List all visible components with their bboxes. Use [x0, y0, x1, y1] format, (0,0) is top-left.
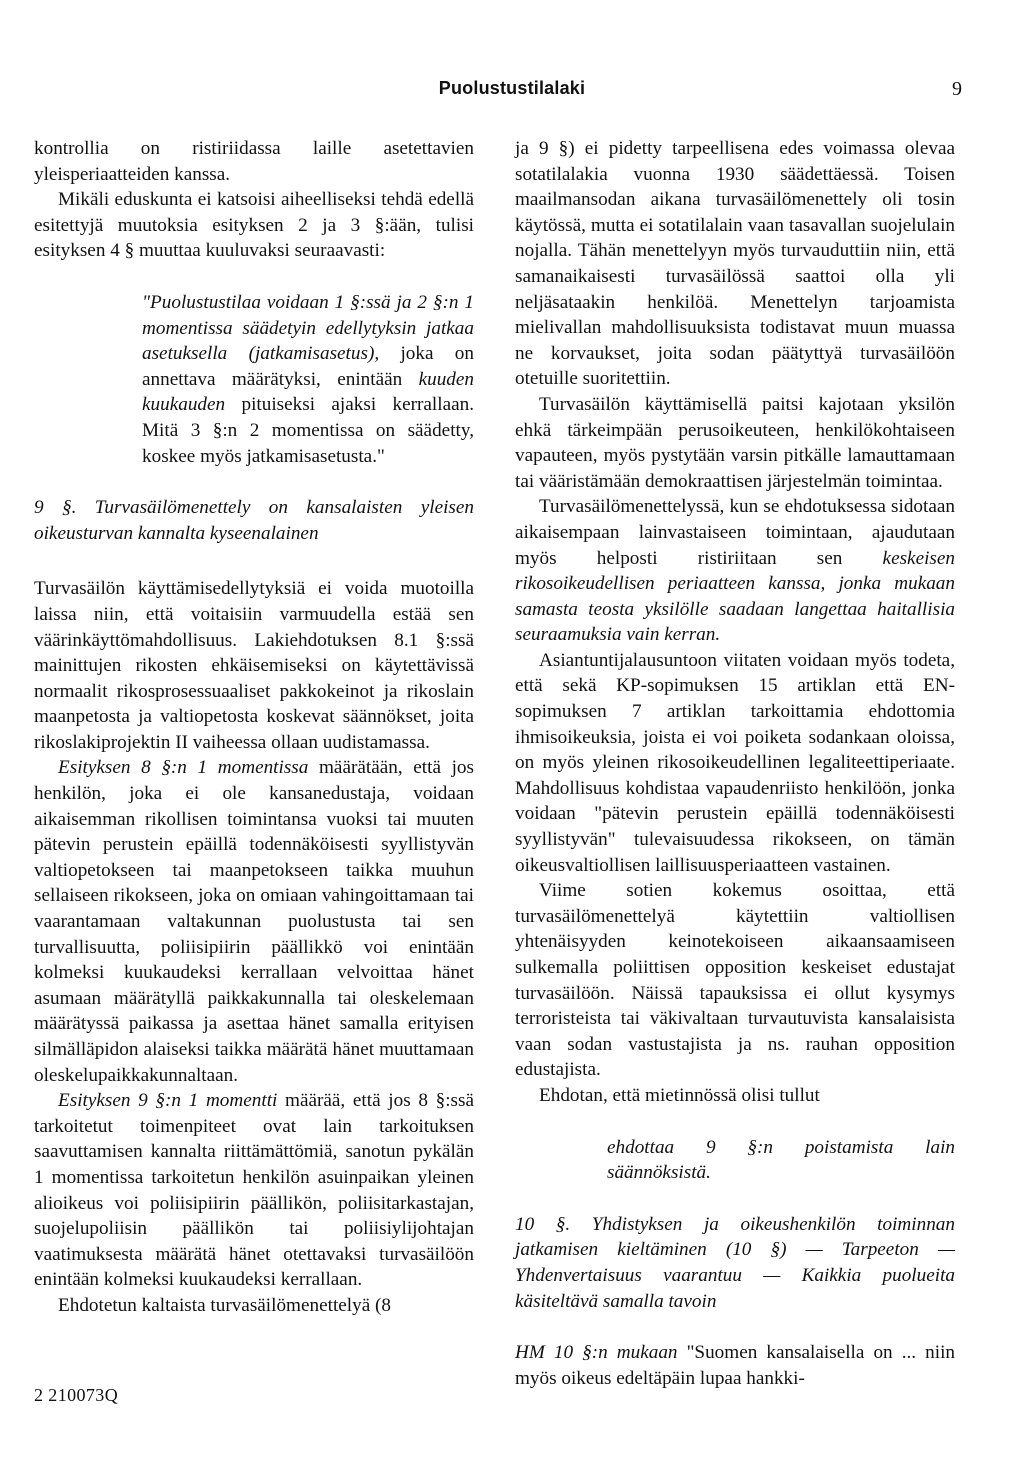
paragraph-rest: määrää, että jos 8 §:ssä tarkoitetut toimenpiteet ovat lain tarkoituksen saavuttamisen kannalta riittämättömiä, sanotun pykälän 1 momentissa tarkoitetun henkilön asuinpaikan yleinen alioikeus voi poliisipiirin päällikön, poliisitarkastajan, suojelupoliisin päällikön tai poliisiylijohtajan vaatimuksesta määrätä hänet otettavaksi turvasäilöön enintään kolmeksi kuukaudeksi kerrallaan. [34, 1090, 474, 1291]
paragraph [515, 494, 955, 648]
paragraph: ja 9 §) ei pidetty tarpeellisena edes voimassa olevaa sotatilalakia vuonna 1930 säädettäessä. Toisen maailmansodan aikana turvasäilömenettely oli tosin käytössä, mutta ei sotatilalain vaan tasavallan suojelulain nojalla. Tähän menettelyyn myös turvauduttiin niin, että samanaikaisesti turvasäilössä saattoi olla yli neljäsataakin henkilöä. Menettelyn tarjoamista mielivallan mahdollisuuksista todistavat muun muassa ne korvaukset, joita sodan päätyttyä turvasäilöön otetuille suoritettiin. [515, 138, 955, 390]
paragraph [34, 755, 474, 1088]
left-column [34, 136, 474, 1319]
paragraph-rest: määrätään, että jos henkilön, joka ei ole kansanedustaja, voidaan aikaisemman rikollisen toimintansa vuoksi tai muuten pätevin perustein epäillä todennäköisesti syyllistyvän valtiopetokseen tai maanpetokseen taikka muuhun sellaiseen rikokseen, joka on omiaan vahingoittamaan tai vaarantamaan valtakunnan puolustusta tai sen turvallisuutta, poliisipiirin päällikkö voi enintään kolmeksi kuukaudeksi kerrallaan velvoittaa hänet asumaan määrätyllä paikkakunnalla tai oleskelemaan määrätyssä paikassa ja asettaa hänet samalla erityisen silmälläpidon alaiseksi taikka määrätä hänet muuttamaan oleskelupaikkakunnaltaan. [34, 757, 474, 1086]
quote-italic-part: kuuden kuukauden [142, 368, 474, 416]
paragraph: kontrollia on ristiriidassa laille asetettavien yleisperiaatteiden kanssa. [34, 138, 474, 185]
paragraph [34, 1088, 474, 1293]
section-heading-9: 9 §. Turvasäilömenettely on kansalaisten yleisen oikeusturvan kannalta kyseenalainen [34, 497, 474, 544]
paragraph: Ehdotetun kaltaista turvasäilömenettelyä (8 [58, 1294, 392, 1316]
right-column [515, 136, 955, 1391]
paragraph: Turvasäilön käyttämisellä paitsi kajotaan yksilön ehkä tärkeimpään perusoikeuteen, henkilökohtaiseen vapauteen, myös pystytään varsin pitkälle lamauttamaan tai vääristämään demokraattisen järjestelmän toimintaa. [515, 393, 955, 492]
paragraph [515, 1340, 955, 1391]
quote-italic-part: "Puolustustilaa voidaan 1 §:ssä ja 2 §:n 1 momentissa säädetyin edellytyksin jatkaa asetuksella (jatkamisasetus), [142, 291, 474, 365]
paragraph-italic: keskeisen rikosoikeudellisen periaatteen kanssa, jonka mukaan samasta teosta yksilölle saadaan langettaa haitallisia seuraamuksia vain kerran. [515, 547, 955, 646]
quote-part: joka on annettava määrätyksi, enintään [142, 343, 474, 390]
paragraph: Asiantuntijalausuntoon viitaten voidaan myös todeta, että sekä KP-sopimuksen 15 artiklan että EN-sopimuksen 7 artiklan tarkoittamia ehdottomia ihmisoikeuksia, joista ei voi poiketa sodankaan oloissa, on myös yleinen rikosoikeudellinen legaliteettiperiaate. Mahdollisuus kohdistaa vapaudenriisto henkilöön, jonka voidaan "pätevin perustein epäillä todennäköisesti syyllistyvän" tulevaisuudessa rikokseen, on tämän oikeusvaltiollisen laillisuusperiaatteen vastainen. [515, 649, 955, 876]
paragraph: Mikäli eduskunta ei katsoisi aiheelliseksi tehdä edellä esitettyjä muutoksia esityksen 2 ja 3 §:ään, tulisi esityksen 4 § muuttaa kuuluvaksi seuraavasti: [34, 189, 474, 262]
paragraph: Turvasäilön käyttämisedellytyksiä ei voida muotoilla laissa niin, että voitaisiin varmuudella estää sen väärinkäyttömahdollisuus. Lakiehdotuksen 8.1 §:ssä mainittujen rikosten ehkäisemiseksi on käytettävissä normaalit rikosprosessuaaliset pakkokeinot ja rikoslain maanpetosta ja valtiopetosta koskevat säännökset, joita rikoslakiprojektin II vaiheessa ollaan uudistamassa. [34, 578, 474, 753]
paragraph: Ehdotan, että mietinnössä olisi tullut [539, 1084, 820, 1106]
quote-part: pituiseksi ajaksi kerrallaan. Mitä 3 §:n 2 momentissa on säädetty, koskee myös jatkamisasetusta." [142, 394, 474, 467]
page-number: 9 [952, 78, 962, 100]
quoted-amendment [142, 290, 474, 469]
paragraph: Viime sotien kokemus osoittaa, että turvasäilömenettelyä käytettiin valtiollisen yhtenäisyyden keinotekoiseen aikaansaamiseen sulkemalla poliittisen opposition keskeiset edustajat turvasäilöön. Näissä tapauksissa ei ollut kysymys terroristeista tai väkivaltaan turvautuvista kansalaisista vaan sodan vastustajista ja ns. rauhan opposition edustajista. [515, 880, 955, 1081]
paragraph-lead: HM 10 §:n mukaan [515, 1342, 678, 1364]
proposal: ehdottaa 9 §:n poistamista lain säännöksistä. [607, 1136, 955, 1184]
running-title: Puolustustilalaki [438, 78, 586, 98]
paragraph-lead: Turvasäilömenettelyssä, kun se ehdotuksessa sidotaan aikaisempaan lainvastaiseen toimintaan, ajaudutaan myös helposti ristiriitaan sen [515, 496, 955, 569]
paragraph-lead: Esityksen 8 §:n 1 momentissa [58, 757, 309, 779]
footer-code: 2 210073Q [34, 1385, 119, 1405]
section-heading-10: 10 §. Yhdistyksen ja oikeushenkilön toiminnan jatkamisen kieltäminen (10 §) — Tarpeeton — Yhdenvertaisuus vaarantuu — Kaikkia puolueita käsiteltävä samalla tavoin [515, 1213, 955, 1312]
paragraph-rest: "Suomen kansalaisella on ... niin myös oikeus edeltäpäin lupaa hankki- [515, 1342, 955, 1389]
paragraph-lead: Esityksen 9 §:n 1 momentti [58, 1090, 278, 1112]
